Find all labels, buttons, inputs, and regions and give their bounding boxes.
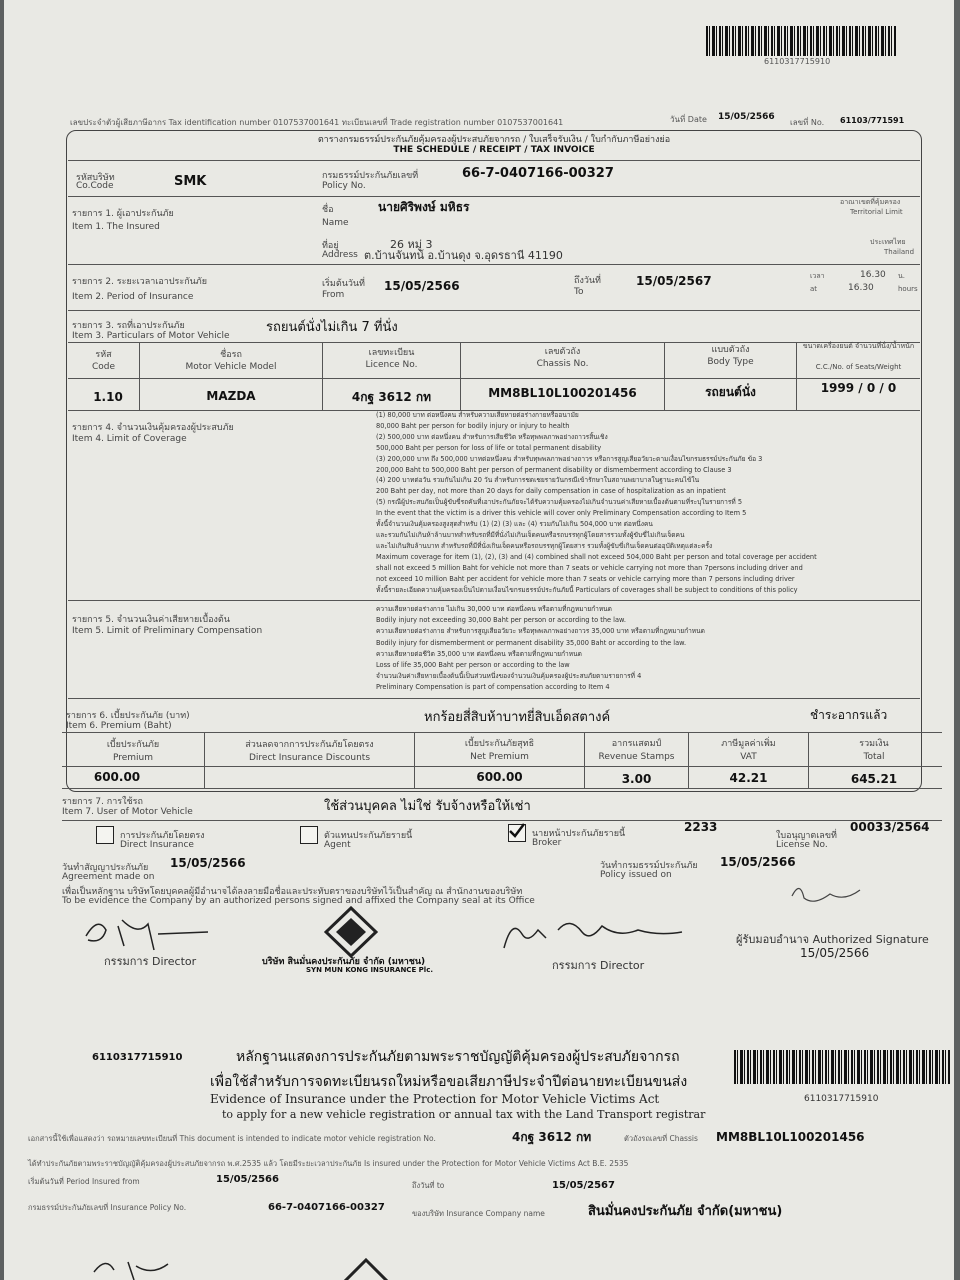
col-cc-th: ขนาดเครื่องยนต์ จำนวนที่นั่ง/น้ำหนัก	[802, 342, 915, 350]
license-label-th: ใบอนุญาตเลขที่	[776, 831, 837, 841]
body-type: รถยนต์นั่ง	[705, 385, 756, 399]
time-label-en: at	[810, 285, 818, 293]
date-label: วันที่ Date	[670, 115, 707, 124]
col-licence-th: เลขทะเบียน	[368, 348, 415, 358]
item1-label-en: Item 1. The Insured	[72, 222, 160, 232]
address-line1: 26 หมู่ 3	[390, 238, 433, 251]
time-from: 16.30	[860, 270, 886, 280]
evidence-from-label: เริ่มต้นวันที่ Period Insured from	[28, 1177, 140, 1186]
co-code: SMK	[174, 174, 207, 189]
insured-name: นายศิริพงษ์ มหิธร	[378, 200, 470, 214]
licence-no: 4กฐ 3612 กท	[351, 390, 432, 404]
direct-insurance-th: การประกันภัยโดยตรง	[120, 831, 205, 841]
policy-issued-date: 15/05/2566	[720, 855, 796, 869]
item5-label-en: Item 5. Limit of Preliminary Compensation	[72, 626, 263, 636]
col-model-en: Motor Vehicle Model	[185, 362, 277, 372]
license-label-en: License No.	[776, 840, 828, 850]
broker-code: 2233	[684, 820, 718, 834]
territorial-en: Territorial Limit	[850, 208, 903, 216]
bottom-logo	[336, 1258, 396, 1280]
evidence-title-en1: Evidence of Insurance under the Protection for Motor Vehicle Victims Act	[210, 1092, 660, 1106]
col-net-th: เบี้ยประกันภัยสุทธิ	[464, 739, 535, 749]
direct-insurance-en: Direct Insurance	[120, 840, 194, 850]
col-model-th: ชื่อรถ	[220, 350, 242, 360]
authorized-date: 15/05/2566	[800, 946, 870, 960]
item6-label-th: รายการ 6. เบี้ยประกันภัย (บาท)	[66, 711, 190, 721]
director1-signature	[78, 906, 218, 956]
vehicle-type: รถยนต์นั่งไม่เกิน 7 ที่นั่ง	[266, 320, 398, 335]
agent-en: Agent	[324, 840, 351, 850]
co-code-label-en: Co.Code	[76, 181, 114, 191]
vehicle-model: MAZDA	[206, 389, 256, 403]
evidence-act-line: ได้ทำประกันภัยตามพระราชบัญญัติคุ้มครองผู้ประสบภัยจากรถ พ.ศ.2535 แล้ว โดยมีระยะเวลาประกันภัย Is insured under the Protection for Motor Vehicle Victims Act B.E. 2535	[28, 1159, 629, 1168]
premium-value: 600.00	[93, 770, 141, 784]
name-label-en: Name	[322, 218, 349, 228]
cc-seats-weight: 1999 / 0 / 0	[820, 381, 897, 395]
col-body-th: แบบตัวถัง	[711, 345, 750, 355]
col-licence-en: Licence No.	[365, 360, 418, 370]
evidence-title-th2: เพื่อใช้สำหรับการจดทะเบียนรถใหม่หรือขอเสียภาษีประจำปีต่อนายทะเบียนขนส่ง	[210, 1074, 688, 1090]
item4-label-th: รายการ 4. จำนวนเงินคุ้มครองผู้ประสบภัย	[72, 423, 234, 433]
period-to-date: 15/05/2567	[636, 274, 712, 288]
evidence-text-en: To be evidence the Company by an authorized persons signed and affixed the Company seal at its Office	[62, 896, 535, 906]
duty-paid: ชำระอากรแล้ว	[810, 708, 888, 722]
director2-signature	[498, 908, 688, 956]
premium-in-words: หกร้อยสี่สิบห้าบาทยี่สิบเอ็ดสตางค์	[424, 710, 611, 725]
evidence-chassis-no: MM8BL10L100201456	[716, 1130, 865, 1144]
direct-insurance-checkbox[interactable]	[96, 826, 114, 844]
name-label-th: ชื่อ	[322, 205, 334, 215]
text-line: Loss of life 35,000 Baht per person or according to the law	[376, 661, 570, 670]
address-label-th: ที่อยู่	[322, 241, 339, 251]
col-net-en: Net Premium	[470, 752, 529, 762]
country-en: Thailand	[884, 248, 915, 256]
broker-checkbox[interactable]	[508, 824, 526, 842]
text-line: จำนวนเงินค่าเสียหายเบื้องต้นนี้เป็นส่วนหนึ่งของจำนวนเงินคุ้มครองผู้ประสบภัยตามรายการที่ 4	[376, 672, 642, 681]
text-line: ทั้งนี้จำนวนเงินคุ้มครองสูงสุดสำหรับ (1) (2) (3) และ (4) รวมกันไม่เกิน 504,000 บาท ต่อหนึ่งคน	[376, 520, 653, 529]
insurance-document-page	[4, 0, 954, 1280]
text-line: (5) กรณีผู้ประสบภัยเป็นผู้ขับขี่รถคันที่เอาประกันภัยจะได้รับความคุ้มครองไม่เกินจำนวนค่าเสียหายเบื้องต้นตามที่ระบุในรายการที่ 5	[376, 498, 743, 507]
company-logo	[324, 906, 378, 958]
territorial-th: อาณาเขตที่คุ้มครอง	[840, 198, 901, 206]
top-barcode-number: 6110317715910	[764, 57, 831, 66]
text-line: และไม่เกินสิบล้านบาท สำหรับรถที่มีที่นั่งเกินเจ็ดคนหรือรถบรรทุกผู้โดยสาร รวมทั้งผู้ขับขี่เกินเจ็ดคนต่ออุบัติเหตุแต่ละครั้ง	[376, 541, 713, 550]
text-line: Bodily injury for dismemberment or permanent disability 35,000 Baht or according to the law.	[376, 638, 687, 647]
agent-checkbox[interactable]	[300, 826, 318, 844]
col-stamp-th: อากรแสตมป์	[611, 739, 662, 749]
director1-label: กรรมการ Director	[104, 955, 197, 968]
col-total-en: Total	[863, 752, 885, 762]
evidence-reg-label: เอกสารนี้ใช้เพื่อแสดงว่า รถหมายเลขทะเบียนที่ This document is intended to indicate motor vehicle registration No.	[28, 1134, 436, 1143]
item2-label-en: Item 2. Period of Insurance	[72, 292, 194, 302]
item5-label-th: รายการ 5. จำนวนเงินค่าเสียหายเบื้องต้น	[72, 615, 230, 625]
text-line: Bodily injury not exceeding 30,000 Baht per person or according to the law.	[376, 616, 626, 625]
authorized-label: ผู้รับมอบอำนาจ Authorized Signature	[736, 933, 929, 946]
country-th: ประเทศไทย	[870, 238, 906, 246]
authorized-signature-mark	[784, 876, 864, 916]
title-th: ตารางกรมธรรม์ประกันภัยคุ้มครองผู้ประสบภัยจากรถ / ใบเสร็จรับเงิน / ใบกำกับภาษีอย่างย่อ	[317, 135, 671, 145]
text-line: Preliminary Compensation is part of compensation according to Item 4	[376, 683, 610, 692]
checkmark-icon	[508, 822, 526, 840]
evidence-title-en2: to apply for a new vehicle registration or annual tax with the Land Transport registrar	[222, 1108, 706, 1121]
item3-label-th: รายการ 3. รถที่เอาประกันภัย	[72, 321, 185, 331]
col-code-th: รหัส	[95, 350, 112, 360]
col-chassis-en: Chassis No.	[536, 359, 589, 369]
text-line: (1) 80,000 บาท ต่อหนึ่งคน สำหรับความเสียหายต่อร่างกายหรืออนามัย	[376, 411, 579, 419]
text-line: 200,000 Baht to 500,000 Baht per person of permanent disability or dismemberment according to Clause 3	[376, 465, 732, 474]
evidence-title-th1: หลักฐานแสดงการประกันภัยตามพระราชบัญญัติคุ้มครองผู้ประสบภัยจากรถ	[236, 1049, 680, 1065]
vehicle-use: ใช้ส่วนบุคคล ไม่ใช่ รับจ้างหรือให้เช่า	[324, 799, 531, 814]
item2-label-th: รายการ 2. ระยะเวลาเอาประกันภัย	[72, 277, 208, 287]
evidence-from-date: 15/05/2566	[216, 1174, 279, 1185]
evidence-to-label: ถึงวันที่ to	[412, 1181, 445, 1190]
text-line: 200 Baht per day, not more than 20 days for daily compensation in case of hospitalization as an inpatient	[376, 487, 726, 496]
bottom-signature	[88, 1252, 208, 1280]
evidence-barcode	[734, 1050, 950, 1084]
col-stamp-en: Revenue Stamps	[598, 752, 675, 762]
col-discount-en: Direct Insurance Discounts	[248, 753, 371, 763]
agreement-date: 15/05/2566	[170, 856, 246, 870]
text-line: (2) 500,000 บาท ต่อหนึ่งคน สำหรับการเสียชีวิต หรือทุพพลภาพอย่างถาวรสิ้นเชิง	[376, 432, 608, 441]
policy-no: 66-7-0407166-00327	[462, 166, 614, 181]
item7-label-th: รายการ 7. การใช้รถ	[62, 797, 143, 807]
text-line: shall not exceed 5 million Baht for vehicle not more than 7 seats or vehicle carrying not more than 7persons including driver and	[376, 563, 803, 572]
top-barcode	[706, 26, 896, 56]
evidence-barcode-number: 6110317715910	[804, 1094, 879, 1104]
evidence-to-date: 15/05/2567	[552, 1180, 615, 1191]
text-line: In the event that the victim is a driver this vehicle will cover only Preliminary Compensation according to Item 5	[376, 509, 747, 518]
text-line: ทั้งนี้รายละเอียดความคุ้มครองเป็นไปตามเงื่อนไขกรมธรรม์ประกันภัยนี้ Particulars of coverages shall be subject to conditions of this policy	[376, 585, 798, 594]
policy-issued-th: วันทำกรมธรรม์ประกันภัย	[600, 861, 698, 871]
col-cc-en: C.C./No. of Seats/Weight	[815, 363, 902, 371]
text-line: Maximum coverage for item (1), (2), (3) and (4) combined shall not exceed 504,000 Baht per person and total coverage per accident	[376, 552, 817, 561]
col-premium-th: เบี้ยประกันภัย	[106, 740, 160, 750]
to-label-en: To	[574, 287, 584, 297]
text-line: และรวมกันไม่เกินห้าล้านบาทสำหรับรถที่มีที่นั่งไม่เกินเจ็ดคนหรือรถบรรทุกผู้โดยสารรวมทั้งผู้ขับขี่ไม่เกินเจ็ดคน	[376, 530, 685, 539]
evidence-policy-label: กรมธรรม์ประกันภัยเลขที่ Insurance Policy No.	[28, 1203, 187, 1212]
agreement-made-en: Agreement made on	[62, 872, 155, 882]
evidence-policy-no: 66-7-0407166-00327	[268, 1202, 385, 1213]
text-line: (3) 200,000 บาท ถึง 500,000 บาทต่อหนึ่งคน สำหรับทุพพลภาพอย่างถาวร หรือการสูญเสียอวัยวะตามเงื่อนไขกรมธรรม์ประกันภัย ข้อ 3	[376, 454, 763, 463]
evidence-company-label: ของบริษัท Insurance Company name	[412, 1209, 545, 1218]
agent-th: ตัวแทนประกันภัยรายนี้	[324, 831, 413, 841]
col-total-th: รวมเงิน	[859, 739, 889, 749]
col-discount-th: ส่วนลดจากการประกันภัยโดยตรง	[245, 740, 374, 750]
text-line: 80,000 Baht per person for bodily injury or injury to health	[376, 421, 570, 430]
col-vat-en: VAT	[740, 752, 757, 762]
broker-th: นายหน้าประกันภัยรายนี้	[532, 829, 626, 839]
company-name-th: บริษัท สินมั่นคงประกันภัย จำกัด (มหาชน)	[262, 957, 426, 967]
item3-label-en: Item 3. Particulars of Motor Vehicle	[72, 331, 230, 341]
from-label-th: เริ่มต้นวันที่	[322, 279, 365, 289]
time-label-th: เวลา	[810, 272, 825, 280]
policy-label-en: Policy No.	[322, 181, 366, 191]
col-premium-en: Premium	[112, 753, 154, 763]
from-label-en: From	[322, 290, 345, 300]
hours-th: น.	[898, 272, 906, 280]
evidence-text-th: เพื่อเป็นหลักฐาน บริษัทโดยบุคคลผู้มีอำนาจได้ลงลายมือชื่อและประทับตราของบริษัทไว้เป็นสำคัญ ณ สำนักงานของบริษัท	[62, 887, 523, 897]
to-label-th: ถึงวันที่	[574, 276, 601, 286]
text-line: not exceed 10 million Baht per accident for vehicle more than 7 seats or vehicle carrying more than 7 persons including driver	[376, 574, 795, 583]
policy-label-th: กรมธรรม์ประกันภัยเลขที่	[322, 171, 419, 181]
co-code-label-th: รหัสบริษัท	[76, 173, 115, 183]
col-vat-th: ภาษีมูลค่าเพิ่ม	[721, 739, 776, 749]
company-name-en: SYN MUN KONG INSURANCE Plc.	[306, 966, 434, 974]
evidence-company-name: สินมั่นคงประกันภัย จำกัด(มหาชน)	[588, 1204, 783, 1219]
evidence-reg-no: 4กฐ 3612 กท	[512, 1130, 592, 1144]
col-code-en: Code	[91, 362, 116, 372]
text-line: 500,000 Baht per person for loss of life or total permanent disability	[376, 443, 602, 452]
period-from-date: 15/05/2566	[384, 279, 460, 293]
title-en: THE SCHEDULE / RECEIPT / TAX INVOICE	[393, 145, 595, 155]
text-line: ความเสียหายต่อร่างกาย ไม่เกิน 30,000 บาท ต่อหนึ่งคน หรือตามที่กฎหมายกำหนด	[376, 605, 612, 613]
col-chassis-th: เลขตัวถัง	[544, 347, 581, 357]
total-value: 645.21	[850, 772, 898, 786]
evidence-doc-number: 6110317715910	[92, 1052, 183, 1063]
text-line: ความเสียหายต่อร่างกาย สำหรับการสูญเสียอวัยวะ หรือทุพพลภาพอย่างถาวร 35,000 บาท หรือตามที่กฎหมายกำหนด	[376, 627, 705, 636]
hours-en: hours	[898, 285, 918, 293]
text-line: (4) 200 บาทต่อวัน รวมกันไม่เกิน 20 วัน สำหรับการชดเชยรายวันกรณีเข้ารักษาในสถานพยาบาลในฐานะคนไข้ใน	[376, 476, 700, 485]
agreement-made-th: วันทำสัญญาประกันภัย	[62, 863, 149, 873]
item4-label-en: Item 4. Limit of Coverage	[72, 434, 187, 444]
director2-label: กรรมการ Director	[552, 959, 645, 972]
policy-issued-en: Policy issued on	[600, 870, 672, 880]
preliminary-compensation-text	[376, 604, 916, 694]
item6-label-en: Item 6. Premium (Baht)	[66, 721, 172, 731]
license-no: 00033/2564	[850, 820, 930, 834]
doc-no-label: เลขที่ No.	[790, 118, 825, 127]
header-date: 15/05/2566	[718, 112, 775, 122]
text-line: ความเสียหายต่อชีวิต 35,000 บาท ต่อหนึ่งคน หรือตามที่กฎหมายกำหนด	[376, 649, 582, 658]
address-label-en: Address	[322, 250, 358, 260]
item7-label-en: Item 7. User of Motor Vehicle	[62, 807, 193, 817]
vat-value: 42.21	[729, 771, 768, 785]
net-premium-value: 600.00	[476, 770, 523, 784]
address-line2: ต.บ้านจันทน์ อ.บ้านดุง จ.อุดรธานี 41190	[364, 249, 563, 262]
chassis-no: MM8BL10L100201456	[488, 386, 637, 400]
time-to: 16.30	[848, 283, 874, 293]
vehicle-code: 1.10	[93, 390, 123, 404]
broker-en: Broker	[532, 838, 562, 848]
evidence-chassis-label: ตัวถังรถเลขที่ Chassis	[624, 1134, 698, 1143]
col-body-en: Body Type	[707, 357, 754, 367]
tax-id-line: เลขประจำตัวผู้เสียภาษีอากร Tax identification number 0107537001641 ทะเบียนเลขที่ Trade registration number 0107537001641	[70, 118, 564, 127]
doc-no: 61103/771591	[840, 116, 905, 125]
item1-label-th: รายการ 1. ผู้เอาประกันภัย	[72, 209, 174, 219]
coverage-text	[376, 410, 916, 595]
stamp-value: 3.00	[621, 772, 652, 786]
